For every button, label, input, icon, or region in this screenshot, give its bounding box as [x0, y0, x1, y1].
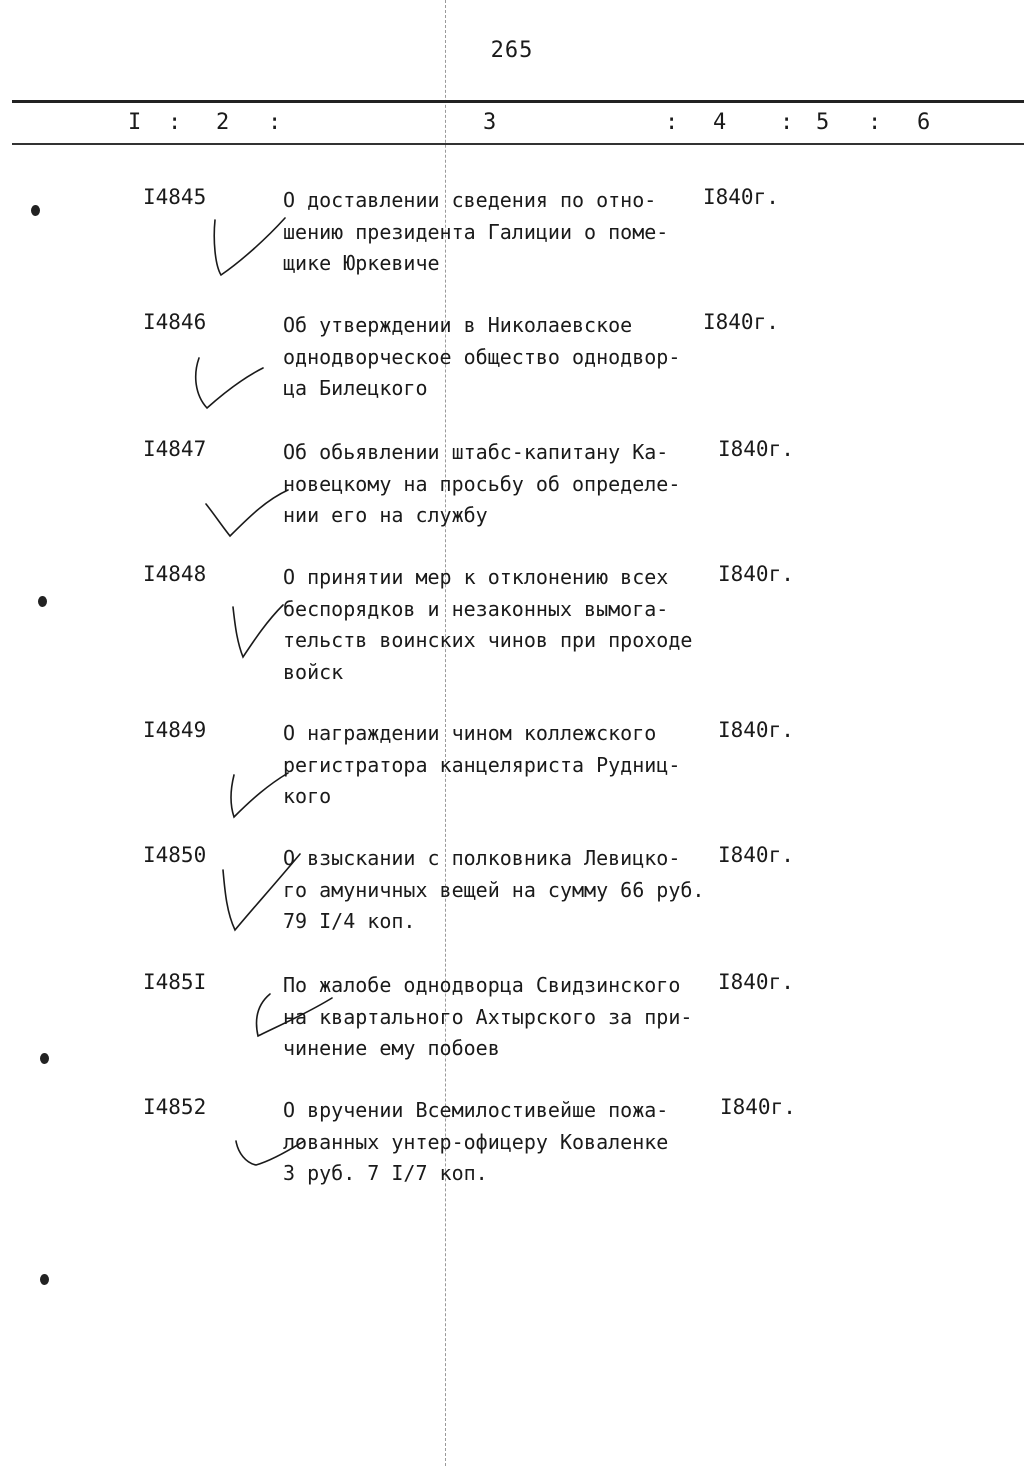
column-header-6: 6: [917, 110, 931, 135]
record-description: [283, 310, 718, 405]
record-year: I840г.: [703, 185, 779, 209]
description-line: Об обьявлении штабс-капитану Ка-: [283, 440, 669, 464]
record-description: [283, 437, 718, 532]
description-line: регистратора канцеляриста Рудниц-: [283, 752, 681, 777]
description-line: на квартального Ахтырского за при-: [283, 1004, 693, 1029]
record-number: I4847: [143, 437, 207, 461]
column-separator: :: [868, 110, 882, 135]
record-description: [283, 562, 718, 688]
column-separator: :: [268, 110, 282, 135]
record-description: [283, 970, 718, 1065]
record-description: [283, 1095, 718, 1190]
description-line: чинение ему побоев: [283, 1036, 500, 1060]
description-line: войск: [283, 659, 344, 684]
column-header-4: 4: [713, 110, 727, 135]
column-header-5: 5: [816, 110, 830, 135]
description-line: новецкому на просьбу об определе-: [283, 471, 681, 496]
description-line: щике Юркевиче: [283, 251, 440, 275]
record-number: I4852: [143, 1095, 207, 1119]
record-year: I840г.: [718, 718, 794, 742]
punch-hole-mark: [40, 1053, 49, 1064]
punch-hole-mark: [40, 1274, 49, 1285]
description-line: беспорядков и незаконных вымога-: [283, 596, 669, 621]
column-separator: :: [665, 110, 679, 135]
description-line: лованных унтер-офицеру Коваленке: [283, 1129, 669, 1154]
description-line: 79 I/4 коп.: [283, 909, 416, 933]
description-line: кого: [283, 784, 332, 808]
record-year: I840г.: [718, 437, 794, 461]
checkmark-icon: [215, 848, 310, 938]
checkmark-icon: [248, 988, 343, 1048]
header-rule-top: [12, 100, 1024, 103]
description-line: однодворческое общество однодвор-: [283, 344, 681, 369]
description-line: нии его на службу: [283, 503, 488, 527]
description-line: шению президента Галиции о поме-: [283, 219, 669, 244]
record-description: [283, 185, 718, 280]
record-number: I4845: [143, 185, 207, 209]
description-line: Об утверждении в Николаевское: [283, 313, 633, 337]
record-number: I4848: [143, 562, 207, 586]
record-number: I4846: [143, 310, 207, 334]
description-line: О вручении Всемилостивейше пожа-: [283, 1098, 669, 1122]
record-year: I840г.: [703, 310, 779, 334]
checkmark-icon: [205, 210, 295, 280]
description-line: О награждении чином коллежского: [283, 721, 657, 745]
column-header-3: 3: [483, 110, 497, 135]
description-line: О взыскании с полковника Левицко-: [283, 846, 681, 870]
description-line: ца Билецкого: [283, 376, 428, 400]
column-separator: :: [168, 110, 182, 135]
record-year: I840г.: [720, 1095, 796, 1119]
record-year: I840г.: [718, 562, 794, 586]
checkmark-icon: [225, 597, 295, 662]
description-line: О доставлении сведения по отно-: [283, 188, 657, 212]
description-line: По жалобе однодворца Свидзинского: [283, 973, 681, 997]
header-rule-bottom: [12, 143, 1024, 145]
record-number: I4850: [143, 843, 207, 867]
record-description: [283, 718, 718, 813]
checkmark-icon: [222, 763, 297, 823]
column-separator: :: [780, 110, 794, 135]
description-line: 3 руб. 7 I/7 коп.: [283, 1161, 488, 1185]
column-header-1: I: [128, 110, 142, 135]
description-line: го амуничных вещей на сумму 66 руб.: [283, 877, 705, 902]
description-line: О принятии мер к отклонению всех: [283, 565, 669, 589]
page-number: 265: [490, 38, 534, 63]
record-year: I840г.: [718, 970, 794, 994]
checkmark-icon: [228, 1135, 313, 1175]
punch-hole-mark: [38, 596, 47, 607]
checkmark-icon: [185, 350, 275, 415]
record-number: I4849: [143, 718, 207, 742]
record-description: [283, 843, 718, 938]
column-header-2: 2: [216, 110, 230, 135]
description-line: тельств воинских чинов при проходе: [283, 628, 693, 652]
record-number: I485I: [143, 970, 207, 994]
punch-hole-mark: [31, 205, 40, 216]
checkmark-icon: [200, 482, 295, 542]
record-year: I840г.: [718, 843, 794, 867]
